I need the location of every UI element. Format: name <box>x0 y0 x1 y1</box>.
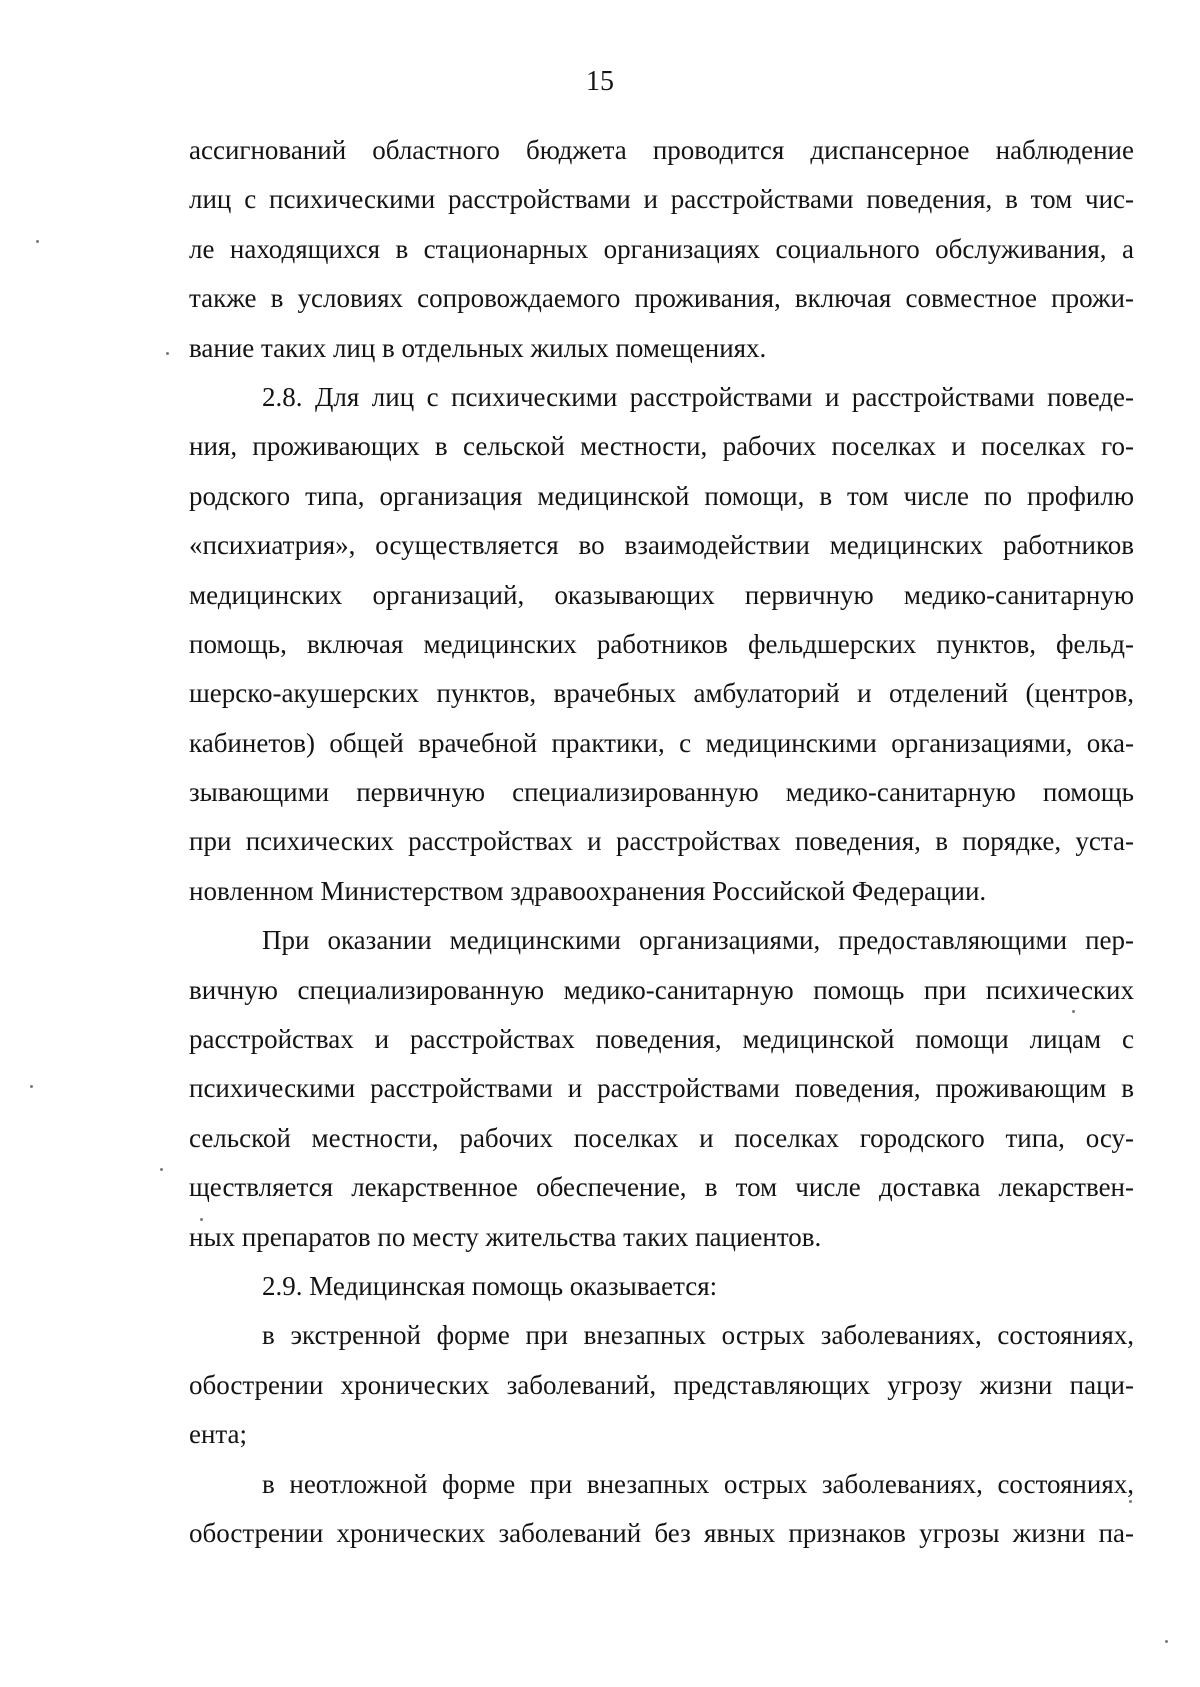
scan-speck <box>1072 1010 1075 1013</box>
text-line: ния, проживающих в сельской местности, рабочих поселках и поселках го- <box>189 431 1134 462</box>
text-line: в неотложной форме при внезапных острых заболеваниях, состояниях, <box>262 1468 1134 1499</box>
text-line: ента; <box>189 1419 248 1450</box>
text-line: ных препаратов по месту жительства таких пациентов. <box>189 1221 822 1252</box>
scan-speck <box>200 1218 203 1221</box>
text-line: зывающими первичную специализированную медико-санитарную помощь <box>189 777 1134 808</box>
text-line: 2.9. Медицинская помощь оказывается: <box>262 1270 718 1301</box>
paragraph-2-8 <box>189 373 1134 916</box>
scan-speck <box>36 240 39 243</box>
text-line: в экстренной форме при внезапных острых заболеваниях, состояниях, <box>262 1320 1134 1351</box>
text-line: медицинских организаций, оказывающих первичную медико-санитарную <box>189 579 1134 610</box>
text-line: ществляется лекарственное обеспечение, в том числе доставка лекарствен- <box>189 1172 1134 1203</box>
text-line: расстройствах и расстройствах поведения, медицинской помощи лицам с <box>189 1024 1134 1055</box>
text-line: обострении хронических заболеваний без явных признаков угрозы жизни па- <box>189 1517 1134 1548</box>
text-line: обострении хронических заболеваний, представляющих угрозу жизни паци- <box>189 1369 1134 1400</box>
scan-speck <box>30 1085 33 1088</box>
text-line: сельской местности, рабочих поселках и поселках городского типа, осу- <box>189 1122 1134 1153</box>
scan-speck <box>1165 1640 1168 1643</box>
text-line: ле находящихся в стационарных организациях социального обслуживания, а <box>189 233 1134 264</box>
paragraph-emergency-form <box>189 1311 1134 1459</box>
text-line: При оказании медицинскими организациями, предоставляющими пер- <box>262 925 1134 956</box>
text-line: вичную специализированную медико-санитарную помощь при психических <box>189 974 1134 1005</box>
paragraph-continuation <box>189 126 1134 373</box>
scan-speck <box>1129 1500 1132 1503</box>
text-line: ассигнований областного бюджета проводится диспансерное наблюдение <box>189 135 1134 165</box>
text-line: кабинетов) общей врачебной практики, с медицинскими организациями, ока- <box>189 727 1134 758</box>
paragraph-2-9 <box>189 1262 1134 1311</box>
text-line: психическими расстройствами и расстройствами поведения, проживающим в <box>189 1073 1134 1104</box>
scan-speck <box>166 352 169 355</box>
paragraph-provision <box>189 916 1134 1262</box>
text-line: 2.8. Для лиц с психическими расстройствами и расстройствами поведе- <box>262 381 1134 412</box>
scan-speck <box>160 1168 163 1171</box>
text-line: при психических расстройствах и расстройствах поведения, в порядке, уста- <box>189 826 1134 857</box>
text-line: родского типа, организация медицинской помощи, в том числе по профилю <box>189 480 1134 511</box>
text-line: лиц с психическими расстройствами и расстройствами поведения, в том чис- <box>189 184 1134 215</box>
paragraph-urgent-form <box>189 1460 1134 1559</box>
text-line: шерско-акушерских пунктов, врачебных амбулаторий и отделений (центров, <box>189 678 1134 709</box>
text-line: «психиатрия», осуществляется во взаимодействии медицинских работников <box>189 530 1134 561</box>
text-line: также в условиях сопровождаемого проживания, включая совместное прожи- <box>189 283 1134 314</box>
text-line: вание таких лиц в отдельных жилых помещениях. <box>189 332 767 363</box>
page-number: 15 <box>586 66 614 97</box>
text-line: новленном Министерством здравоохранения Российской Федерации. <box>189 875 987 906</box>
text-line: помощь, включая медицинских работников фельдшерских пунктов, фельд- <box>189 628 1134 659</box>
document-body <box>189 126 1134 1558</box>
